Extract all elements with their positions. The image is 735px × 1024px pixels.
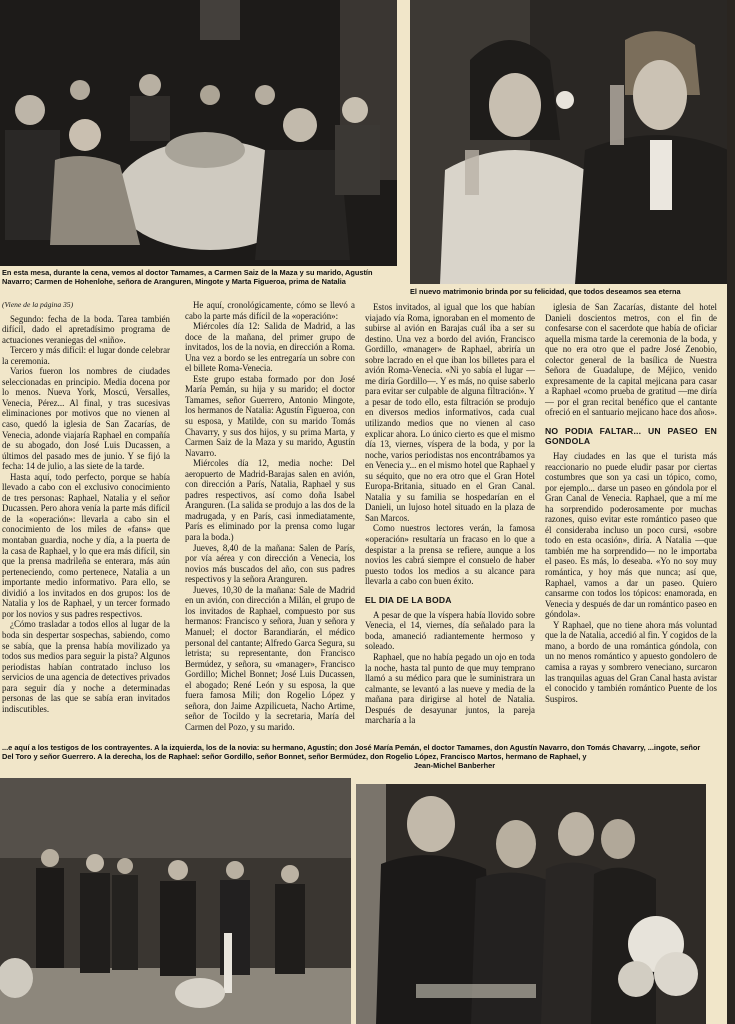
article-column-1 bbox=[2, 300, 170, 714]
article-column-2 bbox=[185, 300, 355, 732]
paragraph: Raphael, que no había pegado un ojo en toda la noche, hasta tal punto de que muy temprano llamó a su médico para que le suministrara un calmante, se levantó a las nueve y media de la mañana para dirigirse al hotel de Natalia. Después de desayunar juntos, la pareja marcharía a la bbox=[365, 651, 535, 726]
witnesses-photo bbox=[0, 778, 351, 1024]
paragraph: Hasta aquí, todo perfecto, porque se había llevado a cabo con el exclusivo conocimiento de tres personas: Raphael, Natalia y el señor Ducassen. Pero ahora venía la parte más difícil de la «operación»: llevarla a cabo sin el conocimiento de los miles de «fans» que montaban guardia, noche y día, a la puerta de la casa de Raphael, y lo que era más difícil, sin que la prensa madrileña se enterara, más aún perteneciendo, como pertenece, Natalia a un importante medio informativo. Para ello, se dividió a los invitados en dos grupos: los de Natalia y los de Raphael, y un tercer formado por los novios y sus padres respectivos. bbox=[2, 471, 170, 619]
paragraph: Y Raphael, que no tiene ahora más voluntad que la de Natalia, accedió al fin. Y cogidos de la mano, a bordo de una romántica góndola, con un no menos romántico y apuesto gondolero de camisa a rayas y sombrero veneciano, surcaron las tranquilas aguas del Gran Canal hasta avistar el conocido y también romántico Puente de los Suspiros. bbox=[545, 619, 717, 704]
toast-photo-drawing bbox=[410, 0, 728, 284]
page-spine-edge bbox=[727, 0, 735, 1024]
witnesses-caption-last-line: Jean-Michel Banberher bbox=[413, 761, 496, 770]
dinner-photo-drawing bbox=[0, 0, 397, 266]
groom-photo-drawing bbox=[356, 784, 706, 1024]
witnesses-caption-text: ...e aquí a los testigos de los contrayentes. A la izquierda, los de la novia: su hermano, Agustín; don José María Pemán, el doctor Tamames, don Agustín Navarro, don Tomás Chavarry, ...ingote, señor Del Toro y señor Guerrero. A la derecha, los de Raphael: señor Gordillo, señor Bonnet, señor Bermúdez, don Rogelio López, Francisco Martos, hermano de Raphael, y bbox=[2, 743, 701, 761]
dinner-table-photo bbox=[0, 0, 397, 266]
paragraph: Hay ciudades en las que el turista más reaccionario no puede eludir pasar por ciertas costumbres que son ya casi un tópico, como, por ejemplo... darse un paseo en góndola por el Gran Canal de Venecia. Raphael, que a mí me ha sorprendido poderosamente por muchas razones, quiso evitar este romántico paseo que él consideraba incluso un poco cursi, «sobre todo en esta ocasión», diría. A Natalia —que también me ha sorprendido— no le importaba el paseo. Es más, lo deseaba. «Yo no soy muy romántica, y hoy más que nunca; así que, Raphael, vamos a dar un paseo. Quiero cansarme con todos los tópicos: enamorada, en Venecia y después de dar un romántico paseo en góndola». bbox=[545, 451, 717, 620]
witnesses-photo-drawing bbox=[0, 778, 351, 1024]
article-column-4 bbox=[545, 302, 717, 704]
paragraph: A pesar de que la víspera había llovido sobre Venecia, el 14, viernes, día señalado para la boda, amaneció radiantemente hermoso y soleado. bbox=[365, 609, 535, 652]
paragraph: Jueves, 8,40 de la mañana: Salen de París, por vía aérea y con dirección a Venecia, los novios más buscados del año, con sus padres respectivos y la señora Aranguren. bbox=[185, 542, 355, 585]
article-column-3 bbox=[365, 302, 535, 726]
paragraph: Este grupo estaba formado por don José María Pemán, su hija y su marido; el doctor Tamames, señor Guerrero, Antonio Mingote, los hermanos de Natalia: Agustín Figueroa, con su esposa, y Matilde, con su marido Tomás Chavarry, y sus dos hijos, y su prima Marta, y Carmen Saiz de la Maza y su marido, Agustín Navarro. bbox=[185, 373, 355, 458]
paragraph: Segundo: fecha de la boda. Tarea también difícil, dado el apretadísimo programa de actuaciones veraniegas del «niño». bbox=[2, 313, 170, 345]
paragraph: Tercero y más difícil: el lugar donde celebrar la ceremonia. bbox=[2, 345, 170, 366]
paragraph: He aquí, cronológicamente, cómo se llevó a cabo la parte más difícil de la «operación»: bbox=[185, 300, 355, 321]
couple-toast-photo bbox=[410, 0, 728, 284]
groom-seated-photo bbox=[356, 784, 706, 1024]
witnesses-photo-caption bbox=[2, 743, 707, 770]
paragraph: ¿Cómo trasladar a todos ellos al lugar de la boda sin despertar sospechas, sabiendo, como se sabía, que la prensa había movilizado ya todos sus medios para seguir la pista? Algunos periodistas habían contratado incluso los servicios de una agencia de detectives privados para seguir día y noche a determinadas personas de las que se sabía eran invitados indiscutibles. bbox=[2, 619, 170, 714]
paragraph: Jueves, 10,30 de la mañana: Sale de Madrid en un avión, con dirección a Milán, el grupo de los invitados de Raphael, compuesto por sus hermanos: Francisco y señora, Juan y señora y Manuel; el doctor Barandiarán, el médico personal del cantante; Alfredo Garca Segura, su letrista; su representante, don Francisco Bermúdez, y señora, su «manager», Francisco Gordillo; Michel Bonnet; José Luis Ducassen, el abogado; René León y su esposa, la que fuera famosa Mili; don Rogelio López y señora, don Jaime Azpilicueta, Nacho Artime, señor de Tocildo y la secretaria, María del Carmen del Pozo, y su marido. bbox=[185, 584, 355, 732]
continued-from-note: (Viene de la página 35) bbox=[2, 300, 74, 309]
paragraph: Estos invitados, al igual que los que habían viajado vía Roma, ignoraban en el momento de subirse al avión en Barajas cuál iba a ser su destino. Una vez a bordo del avión, Francisco Gordillo, «manager» de Raphael, abriría un sobre lacrado en el que iban los billetes para el avión Roma-Venecia. «Ni yo sabía el lugar —me diría Gordillo—. Y es más, no quise saberlo para evitar ser culpable de alguna filtración». Y a pesar de todo ello, esta filtración se produjo en diversos medios informativos, cada cual utilizando medios que no vienen al caso explicar ahora. Lo único cierto es que el mismo día 13, viernes, víspera de la boda, y por la noche, varios periodistas nos encontrábamos ya en Venecia y... en el mismo hotel que Raphael y su séquito, que no era otro que el Gran Hotel Europa-Britania, situado en el Gran Canal. Natalia y su familia se hospedarían en el Danieli, un lujoso hotel situado en la plaza de San Marcos. bbox=[365, 302, 535, 523]
dinner-photo-caption: En esta mesa, durante la cena, vemos al doctor Tamames, a Carmen Saiz de la Maza y su marido, Agustín Navarro; Carmen de Hohenlohe, señora de Aranguren, Mingote y Marta Figueroa, prima de Natalia bbox=[2, 268, 373, 286]
paragraph: Como nuestros lectores verán, la famosa «operación» resultaría un fracaso en lo que a despistar a la prensa se refiere, aunque a los novios les cabrá siempre el consuelo de haber puesto todos los medios a su alcance para llevarla a cabo con buen éxito. bbox=[365, 523, 535, 587]
section-heading-wedding-day: EL DIA DE LA BODA bbox=[365, 594, 452, 605]
section-heading-gondola: NO PODIA FALTAR... UN PASEO EN GONDOLA bbox=[545, 426, 717, 447]
paragraph: Miércoles día 12: Salida de Madrid, a las doce de la mañana, del primer grupo de invitados, los de la novia, en dirección a Roma. Una vez a bordo se les entregaría un sobre con el billete Roma-Venecia. bbox=[185, 321, 355, 374]
paragraph: Varios fueron los nombres de ciudades seleccionadas en principio. Media docena por lo menos. Nueva York, Moscú, Versalles, Venecia, Pérez... Al final, y tras sucesivas eliminaciones por motivos que no vienen al caso, quedó la iglesia de San Zacarías, de Venecia, adonde viajaría Raphael en compañía de su abogado, don José Luis Ducassen, a últimos del pasado mes de junio. Y se fijó la fecha: 14 de julio, a las siete de la tarde. bbox=[2, 366, 170, 472]
paragraph: iglesia de San Zacarías, distante del hotel Danieli doscientos metros, con el fin de confesarse con el sacerdote que había de oficiar aquella misma tarde la ceremonia de la boda, y que no era otro que el padre José Zenobio, colector general de la basílica de Nuestra Señora de Guadalupe, de Méjico, venido expresamente de la capital mejicana para casar a Raphael «como prueba de gratitud —me diría— por el gran recital benéfico que el cantante ofreció en el santuario mejicano hace dos años». bbox=[545, 302, 718, 418]
toast-photo-caption: El nuevo matrimonio brinda por su felicidad, que todos deseamos sea eterna bbox=[410, 287, 681, 296]
paragraph: Miércoles día 12, media noche: Del aeropuerto de Madrid-Barajas salen en avión, con dirección a París, Natalia, Raphael y sus padres respectivos, así como doña Isabel Aranguren. (La salida se produjo a las dos de la madrugada, y en París, casi inmediatamente, París es eliminado por la prensa como lugar para la boda.) bbox=[185, 458, 355, 543]
